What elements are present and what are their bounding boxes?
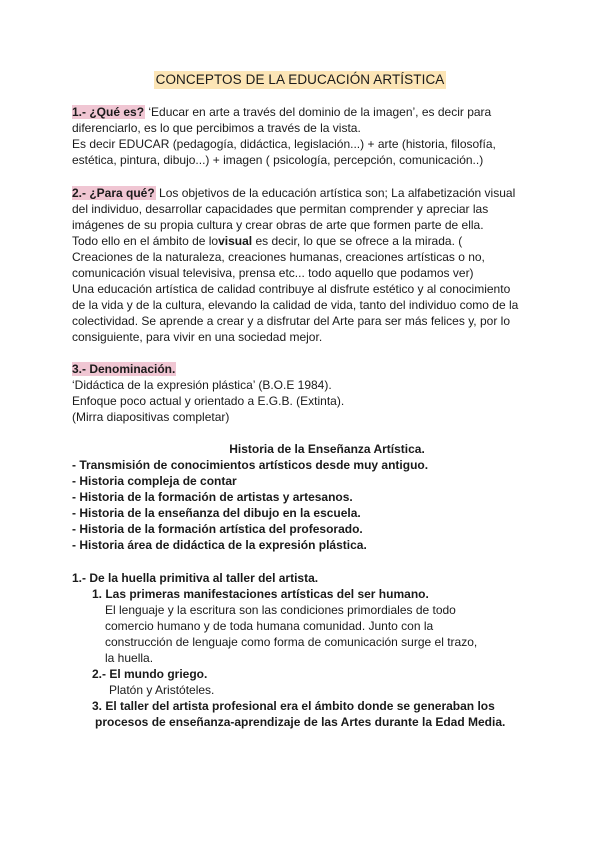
section-line: Una educación artística de calidad contribuye al disfrute estético y al conocimiento (72, 282, 511, 296)
section-line: Es decir EDUCAR (pedagogía, didáctica, legislación...) + arte (historia, filosofía, (72, 137, 496, 151)
section-huella (72, 570, 542, 730)
section-para-que (72, 185, 542, 345)
list-item: - Historia área de didáctica de la expresión plástica. (72, 538, 367, 552)
section-text: es decir, lo que se ofrece a la mirada. ( (252, 234, 463, 248)
section-line: (Mirra diapositivas completar) (72, 410, 230, 424)
list-item: - Historia compleja de contar (72, 474, 237, 488)
section-text: Todo ello en el ámbito de lo (72, 234, 219, 248)
list-item: - Historia de la enseñanza del dibujo en la escuela. (72, 506, 361, 520)
section-heading: 3.- Denominación. (72, 362, 176, 376)
section-heading: 1.- ¿Qué es? (72, 105, 145, 119)
section-line: Platón y Aristóteles. (109, 683, 215, 697)
subsection-heading: 3. El taller del artista profesional era el ámbito donde se generaban los (92, 699, 495, 713)
subsection-heading: 2.- El mundo griego. (92, 667, 208, 681)
section-heading: 1.- De la huella primitiva al taller del artista. (72, 571, 319, 585)
section-text: Los objetivos de la educación artística son; La alfabetización visual (155, 186, 516, 200)
list-item: - Historia de la formación artística del profesorado. (72, 522, 363, 536)
list-item: - Historia de la formación de artistas y artesanos. (72, 490, 353, 504)
section-line: Creaciones de la naturaleza, creaciones humanas, creaciones artísticas o no, (72, 250, 485, 264)
section-line: Enfoque poco actual y orientado a E.G.B. (Extinta). (72, 394, 345, 408)
section-text: ‘Educar en arte a través del dominio de la imagen’, es decir para (145, 105, 492, 119)
section-line: la huella. (105, 651, 154, 665)
section-heading: 2.- ¿Para qué? (72, 186, 155, 200)
title-wrap (0, 71, 600, 89)
section-line: El lenguaje y la escritura son las condiciones primordiales de todo (105, 603, 456, 617)
section-line: comercio humano y de toda humana comunidad. Junto con la (105, 619, 434, 633)
section-line: colectividad. Se aprende a crear y a disfrutar del Arte para ser más felices y, por lo (72, 314, 510, 328)
section-line: diferenciarlo, es lo que percibimos a través de la vista. (72, 121, 361, 135)
section-line (72, 361, 542, 377)
section-line: estética, pintura, dibujo...) + imagen ( psicología, percepción, comunicación..) (72, 153, 484, 167)
section-line: comunicación visual televisiva, prensa etc... todo aquello que podamos ver) (72, 266, 474, 280)
section-line: del individuo, desarrollar capacidades que permitan comprender y apreciar las (72, 202, 489, 216)
section-line: imágenes de su propia cultura y crear obras de arte que formen parte de ella. (72, 218, 484, 232)
section-line: construcción de lenguaje como forma de comunicación surge el trazo, (105, 635, 478, 649)
section-line: consiguiente, para vivir en una sociedad mejor. (72, 330, 323, 344)
section-line (72, 104, 542, 120)
section-que-es (72, 104, 542, 168)
page-title: CONCEPTOS DE LA EDUCACIÓN ARTÍSTICA (155, 72, 445, 87)
section-historia (72, 441, 542, 553)
historia-heading: Historia de la Enseñanza Artística. (229, 442, 425, 456)
emphasis-visual: visual (218, 234, 253, 248)
subsection-heading: 1. Las primeras manifestaciones artísticas del ser humano. (92, 587, 429, 601)
section-line (72, 185, 542, 201)
subsection-heading-cont: procesos de enseñanza-aprendizaje de las Artes durante la Edad Media. (95, 715, 506, 729)
section-line (72, 233, 542, 249)
section-line: de la vida y de la cultura, elevando la calidad de vida, tanto del individuo como de la (72, 298, 519, 312)
list-item: - Transmisión de conocimientos artísticos desde muy antiguo. (72, 458, 429, 472)
section-denominacion (72, 361, 542, 425)
section-line: ‘Didáctica de la expresión plástica’ (B.O.E 1984). (72, 378, 332, 392)
